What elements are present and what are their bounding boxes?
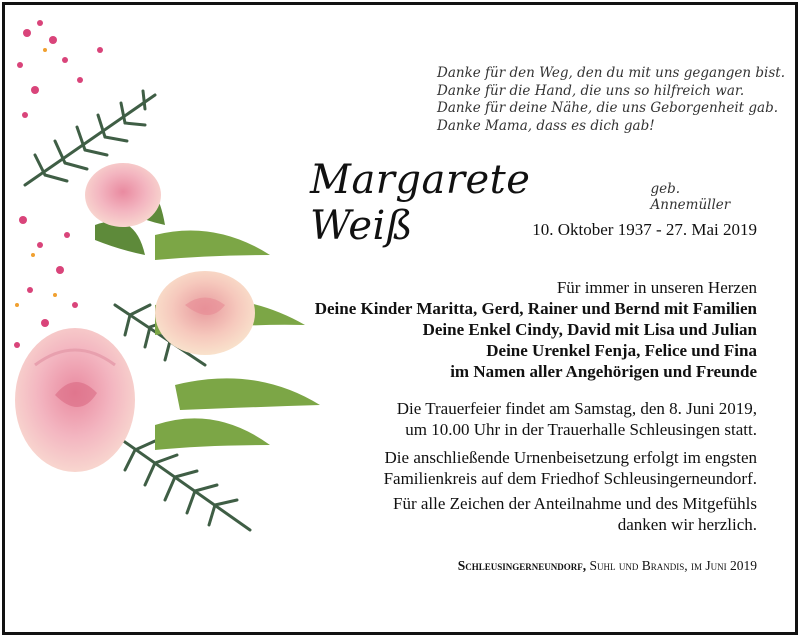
life-dates: 10. Oktober 1937 - 27. Mai 2019 — [532, 220, 757, 239]
burial-line: Familienkreis auf dem Friedhof Schleusingerneundorf. — [383, 469, 757, 488]
maiden-name: geb. Annemüller — [650, 181, 731, 213]
thanks-note — [393, 493, 757, 535]
thanks-line: Für alle Zeichen der Anteilnahme und des Mitgefühls — [393, 494, 757, 513]
mourners-line: Deine Enkel Cindy, David mit Lisa und Julian — [422, 320, 757, 339]
mourners-block — [315, 277, 757, 382]
place-rest: Suhl und Brandis, im Juni 2019 — [586, 558, 757, 573]
mourners-intro: Für immer in unseren Herzen — [556, 278, 757, 297]
poem-line: Danke für die Hand, die uns so hilfreich war. — [437, 82, 745, 99]
mourners-line: Deine Urenkel Fenja, Felice und Fina — [486, 341, 757, 360]
poem-line: Danke Mama, dass es dich gab! — [437, 117, 655, 134]
poem-line: Danke für den Weg, den du mit uns gegangen bist. — [437, 65, 785, 81]
burial-line: Die anschließende Urnenbeisetzung erfolgt im engsten — [384, 448, 757, 467]
deceased-name: Margarete Weiß — [310, 157, 531, 249]
burial-info — [384, 447, 757, 489]
mourners-line: Deine Kinder Maritta, Gerd, Rainer und Bernd mit Familien — [314, 299, 757, 318]
funeral-info — [397, 398, 757, 440]
thanks-line: danken wir herzlich. — [617, 515, 757, 534]
flower-arrangement-image — [5, 5, 325, 632]
mourners-line: im Namen aller Angehörigen und Freunde — [450, 362, 757, 381]
poem-line: Danke für deine Nähe, die uns Geborgenheit gab. — [437, 100, 779, 116]
funeral-line: Die Trauerfeier findet am Samstag, den 8. Juni 2019, — [396, 399, 757, 418]
place-town: Schleusingerneundorf, — [457, 558, 587, 573]
funeral-line: um 10.00 Uhr in der Trauerhalle Schleusingen statt. — [405, 420, 757, 439]
obituary-card — [2, 2, 798, 635]
poem — [437, 65, 797, 135]
place-and-date — [458, 558, 757, 574]
